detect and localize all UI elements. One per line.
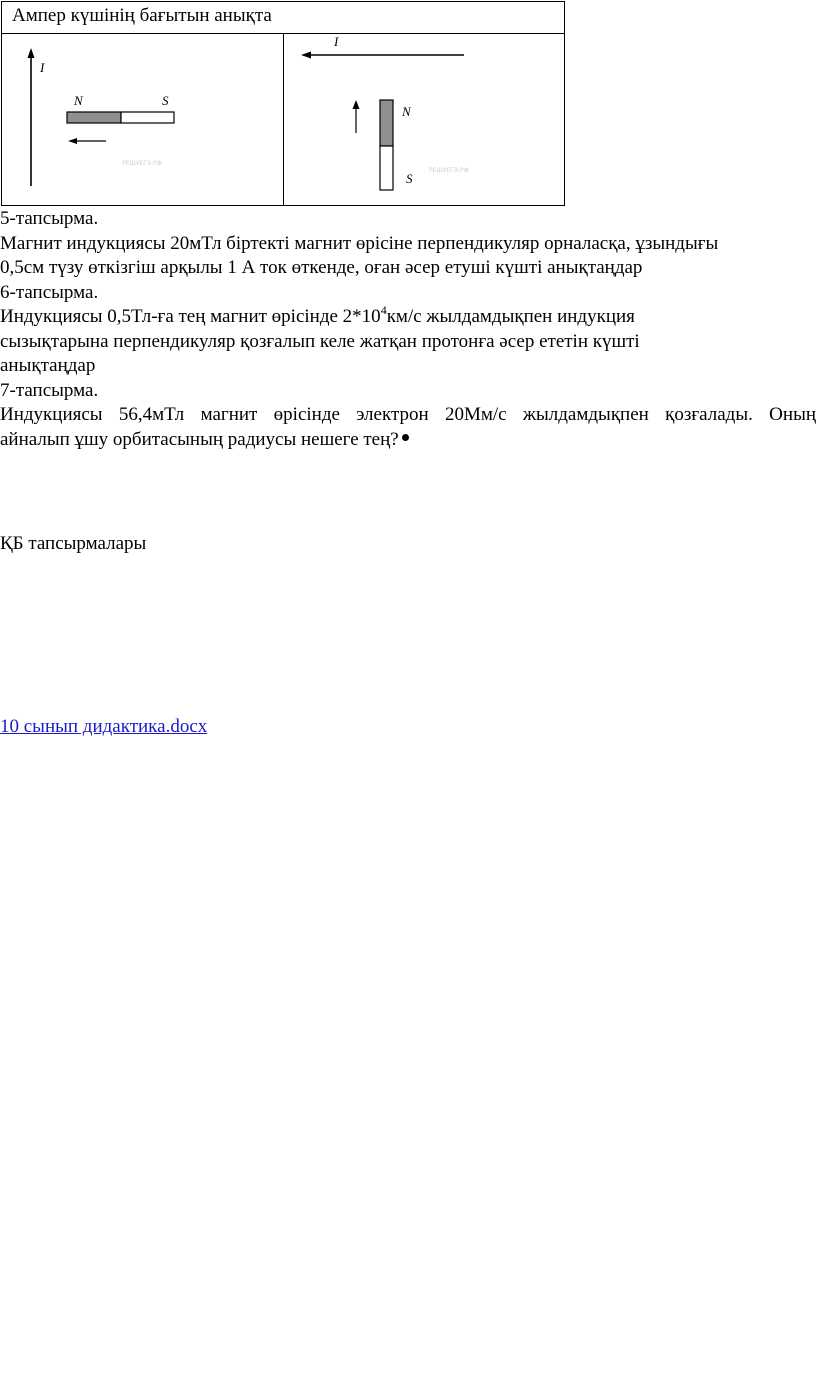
task6-text-part: Индукциясы 0,5Тл-ға тең магнит өрісінде 2*10 xyxy=(0,306,381,327)
exponent: 4 xyxy=(380,303,387,317)
task-table xyxy=(1,1,565,206)
bullet-icon xyxy=(402,434,409,441)
document-link[interactable]: 10 сынып дидактика.docx xyxy=(0,716,208,737)
magnet-south-pole xyxy=(121,112,174,123)
task7-title: 7-тапсырма. xyxy=(0,379,99,401)
magnet-north-pole xyxy=(67,112,121,123)
figure-right-magnet xyxy=(284,34,566,205)
south-label: S xyxy=(405,171,412,186)
task7-text-line1: Индукциясы 56,4мТл магнит өрісінде электрон 20Мм/с жылдамдықпен қозғалады. Оның xyxy=(0,404,816,425)
task7-text-line2 xyxy=(0,428,816,453)
magnet-north-pole xyxy=(380,100,393,146)
north-label: N xyxy=(401,104,411,119)
task6-text-line3: анықтаңдар xyxy=(0,355,96,376)
task5-title: 5-тапсырма. xyxy=(0,208,99,229)
task6-text-line1 xyxy=(0,305,816,330)
figure-right-cell xyxy=(283,34,565,206)
current-arrow-left-icon xyxy=(301,52,311,59)
task5-text-line1: Магнит индукциясы 20мТл біртекті магнит өрісіне перпендикуляр орналасқа, ұзындығы xyxy=(0,232,719,254)
task7-text-part: айналып ұшу орбитасының радиусы нешеге тең? xyxy=(0,428,399,450)
north-label: N xyxy=(74,93,83,108)
task5-text-line2: 0,5см түзу өткізгіш арқылы 1 А ток өткенде, оған әсер етуші күшті анықтаңдар xyxy=(0,257,643,278)
tasks-content xyxy=(0,207,816,452)
current-arrow-up-icon xyxy=(28,48,35,58)
figure-left-cell xyxy=(2,34,284,206)
arrow-up-icon xyxy=(352,100,359,109)
watermark: РЕШУЕГЭ.РФ xyxy=(428,167,469,174)
task6-title: 6-тапсырма. xyxy=(0,281,99,303)
task6-text-line2: сызықтарына перпендикуляр қозғалып келе жатқан протонға әсер ететін күшті xyxy=(0,330,640,352)
current-label: I xyxy=(40,60,45,75)
magnet-south-pole xyxy=(380,146,393,190)
section-title: ҚБ тапсырмалары xyxy=(0,533,147,554)
task6-text-part: км/с жылдамдықпен индукция xyxy=(386,306,635,327)
watermark: РЕШУЕГЭ.РФ xyxy=(122,160,162,167)
current-label: I xyxy=(333,34,338,49)
figure-left-magnet xyxy=(2,34,284,205)
south-label: S xyxy=(162,93,169,108)
arrow-left-icon xyxy=(68,138,77,144)
table-header: Ампер күшінің бағытын анықта xyxy=(2,2,565,34)
